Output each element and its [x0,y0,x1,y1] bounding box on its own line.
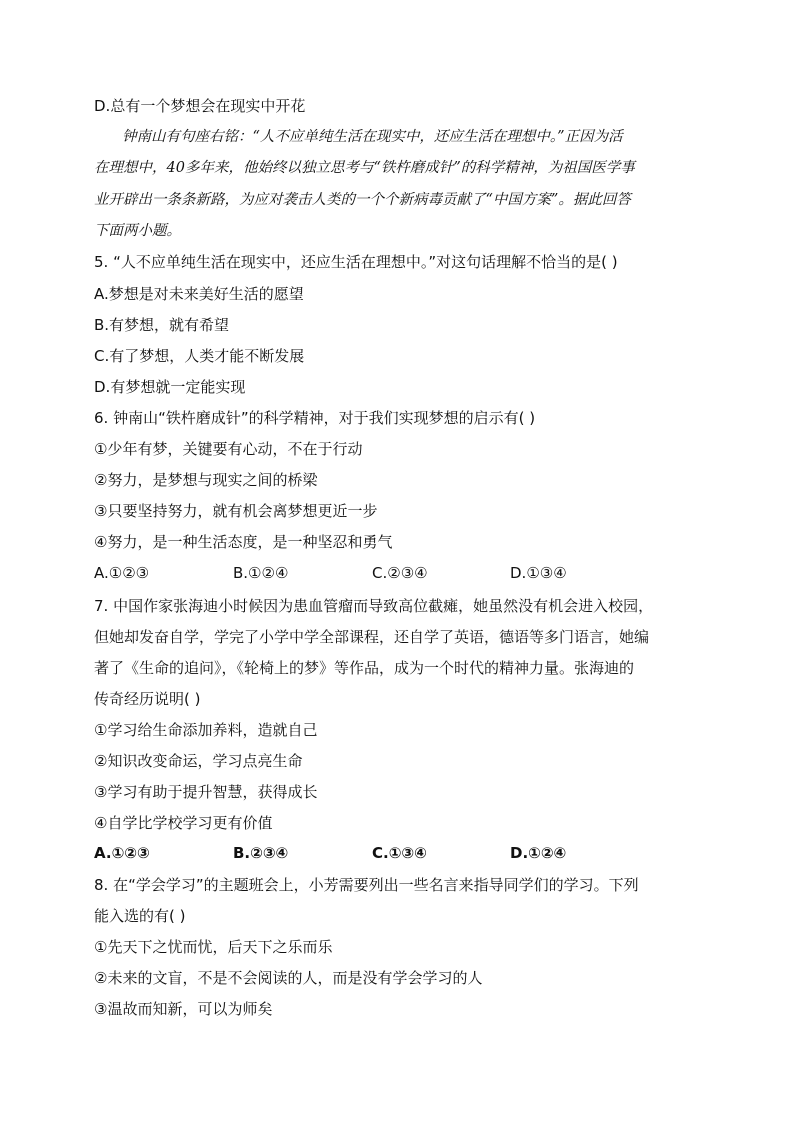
passage-line-3: 业开辟出一条条新路，为应对袭击人类的一个个新病毒贡献了“中国方案”。据此回答 [94,192,631,208]
q7-choice-a: A.①②③ [94,844,150,862]
passage-line-2: 在理想中，40多年来，他始终以独立思考与“铁杵磨成针”的科学精神，为祖国医学事 [94,160,635,176]
q8-item-1: ①先天下之忧而忧，后天下之乐而乐 [94,938,333,956]
passage-line-1: 钟南山有句座右铭：“人不应单纯生活在现实中，还应生活在理想中。”正因为活 [122,129,623,145]
q6-choice-d: D.①③④ [510,564,567,582]
q7-stem-line-4: 传奇经历说明( ) [94,690,201,708]
q7-item-4: ④自学比学校学习更有价值 [94,814,273,832]
q5-option-a: A.梦想是对未来美好生活的愿望 [94,285,304,303]
q5-stem: 5. “人不应单纯生活在现实中，还应生活在理想中。”对这句话理解不恰当的是( ) [94,253,618,271]
q6-item-2: ②努力，是梦想与现实之间的桥梁 [94,471,318,489]
q8-item-2: ②未来的文盲，不是不会阅读的人，而是没有学会学习的人 [94,969,483,987]
q7-choice-c: C.①③④ [372,844,427,862]
q4-option-d: D.总有一个梦想会在现实中开花 [94,97,306,115]
q7-stem-line-1: 7. 中国作家张海迪小时候因为患血管瘤而导致高位截瘫，她虽然没有机会进入校园， [94,597,654,615]
q7-stem-line-3: 著了《生命的追问》，《轮椅上的梦》等作品，成为一个时代的精神力量。张海迪的 [94,659,635,677]
q6-choice-a: A.①②③ [94,564,150,582]
q8-stem-line-1: 8. 在“学会学习”的主题班会上，小芳需要列出一些名言来指导同学们的学习。下列 [94,876,639,894]
q6-item-1: ①少年有梦，关键要有心动，不在于行动 [94,440,363,458]
q6-item-3: ③只要坚持努力，就有机会离梦想更近一步 [94,502,378,520]
q7-item-3: ③学习有助于提升智慧，获得成长 [94,783,318,801]
q7-item-2: ②知识改变命运，学习点亮生命 [94,752,303,770]
q7-item-1: ①学习给生命添加养料，造就自己 [94,721,318,739]
q5-option-d: D.有梦想就一定能实现 [94,378,246,396]
passage-line-4: 下面两小题。 [94,223,181,239]
q8-stem-line-2: 能入选的有( ) [94,907,186,925]
q7-choice-b: B.②③④ [233,844,289,862]
q7-choice-d: D.①②④ [510,844,567,862]
q6-choice-b: B.①②④ [233,564,289,582]
q6-choice-c: C.②③④ [372,564,428,582]
q7-stem-line-2: 但她却发奋自学，学完了小学中学全部课程，还自学了英语，德语等多门语言，她编 [94,628,650,646]
q5-option-c: C.有了梦想，人类才能不断发展 [94,347,305,365]
q6-item-4: ④努力，是一种生活态度，是一种坚忍和勇气 [94,533,393,551]
q8-item-3: ③温故而知新，可以为师矣 [94,1000,273,1018]
q5-option-b: B.有梦想，就有希望 [94,316,230,334]
q6-stem: 6. 钟南山“铁杵磨成针”的科学精神，对于我们实现梦想的启示有( ) [94,409,536,427]
